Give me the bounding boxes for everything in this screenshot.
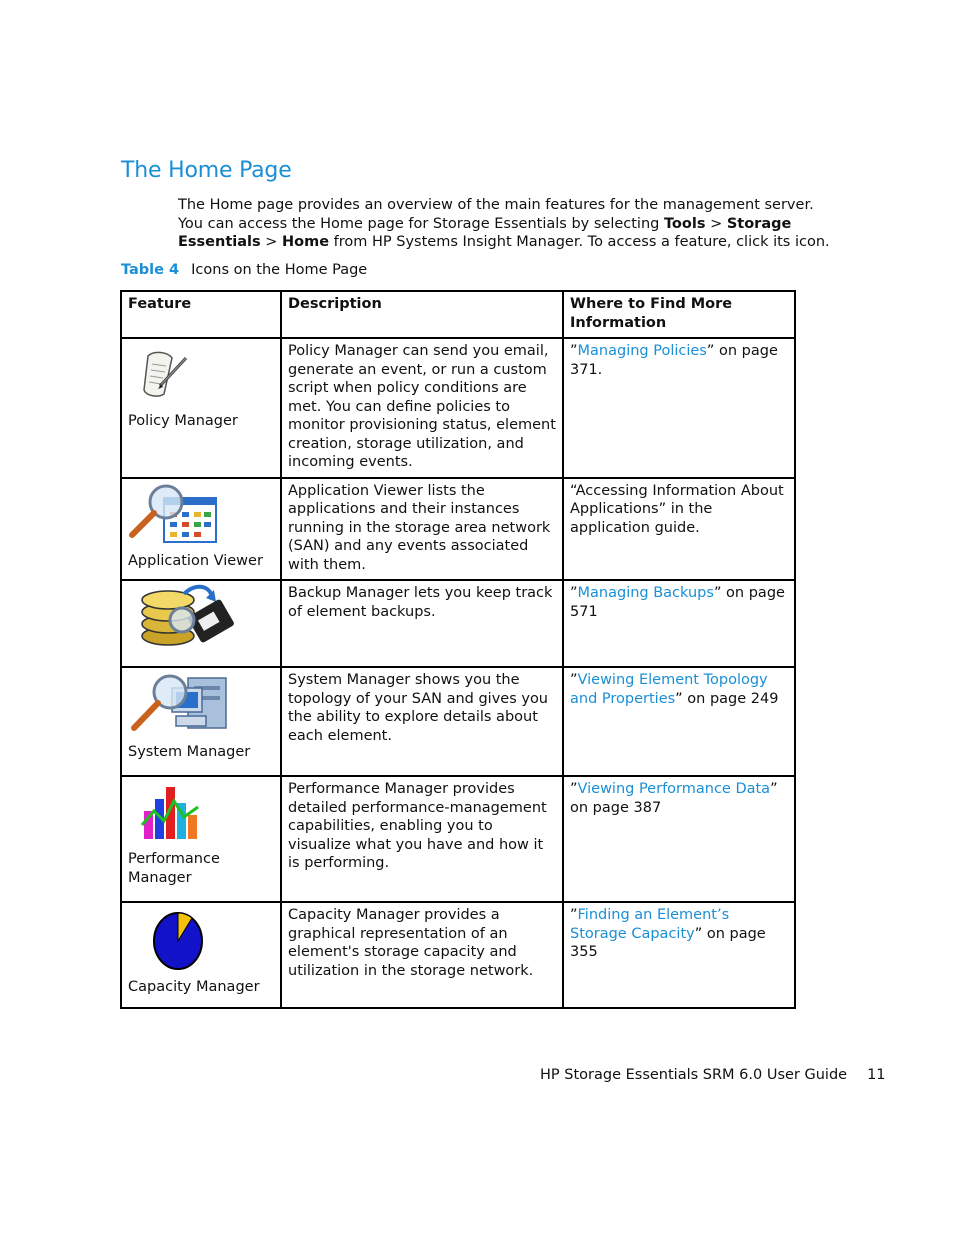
scroll-pen-icon[interactable] [138, 346, 194, 408]
table-number: Table 4 [121, 262, 180, 278]
reference-cell: ”Finding an Element’s Storage Capacity” on page 355 [563, 902, 795, 1008]
table-title: Icons on the Home Page [191, 262, 368, 278]
reference-cell: ”Viewing Performance Data” on page 387 [563, 776, 795, 902]
table-row [121, 580, 795, 667]
page-title: The Home Page [121, 158, 292, 183]
link-finding-capacity[interactable]: Finding an Element’s Storage Capacity [570, 907, 730, 942]
table-row [121, 902, 795, 1008]
table-row [121, 338, 795, 478]
link-managing-backups[interactable]: Managing Backups [577, 585, 714, 601]
link-viewing-performance[interactable]: Viewing Performance Data [577, 781, 771, 797]
feature-name: System Manager [128, 744, 251, 760]
header-more-info: Where to Find More Information [563, 291, 795, 338]
menu-home: Home [282, 234, 330, 250]
feature-name: Performance Manager [128, 851, 220, 886]
feature-cell [121, 667, 281, 776]
table-row [121, 478, 795, 581]
reference-cell: “Accessing Information About Applications” in the application guide. [563, 478, 795, 581]
menu-tools: Tools [663, 215, 706, 232]
bar-chart-icon[interactable] [140, 781, 202, 849]
description-cell: Application Viewer lists the applications and their instances running in the storage area network (SAN) and any events associated with them. [281, 478, 563, 581]
table-header-row [121, 291, 795, 338]
feature-cell [121, 902, 281, 1008]
disk-tape-backup-icon[interactable] [136, 584, 236, 660]
magnifier-window-icon[interactable] [128, 480, 220, 554]
feature-name: Policy Manager [128, 413, 238, 429]
reference-cell: ”Viewing Element Topology and Properties” on page 249 [563, 667, 795, 776]
link-managing-policies[interactable]: Managing Policies [577, 343, 707, 359]
description-cell: Backup Manager lets you keep track of element backups. [281, 580, 563, 667]
feature-name: Capacity Manager [128, 979, 260, 995]
feature-cell [121, 338, 281, 478]
feature-cell [121, 580, 281, 667]
page-footer [540, 1067, 886, 1083]
table-row [121, 667, 795, 776]
intro-paragraph: The Home page provides an overview of the main features for the management server. You can access the Home page for Storage Essentials by selecting Tools > Storage Essentials > Home from HP Systems Insight Manager. To access a feature, click its icon. [178, 197, 830, 250]
description-cell: System Manager shows you the topology of your SAN and gives you the ability to explore details about each element. [281, 667, 563, 776]
feature-cell [121, 478, 281, 581]
pie-chart-icon[interactable] [150, 907, 206, 977]
magnifier-computer-icon[interactable] [128, 670, 228, 744]
icons-table [120, 290, 796, 1009]
reference-cell: ”Managing Backups” on page 571 [563, 580, 795, 667]
header-feature: Feature [121, 291, 281, 338]
description-cell: Policy Manager can send you email, generate an event, or run a custom script when policy conditions are met. You can define policies to monitor provisioning status, element creation, storage utilization, and incoming events. [281, 338, 563, 478]
feature-name: Application Viewer [128, 552, 263, 569]
header-description: Description [281, 291, 563, 338]
footer-page-number: 11 [867, 1067, 886, 1083]
footer-guide-title: HP Storage Essentials SRM 6.0 User Guide [540, 1067, 848, 1083]
menu-storage-essentials: Storage Essentials [178, 215, 792, 250]
table-caption [121, 262, 367, 278]
description-cell: Capacity Manager provides a graphical representation of an element's storage capacity and utilization in the storage network. [281, 902, 563, 1008]
feature-cell [121, 776, 281, 902]
table-row [121, 776, 795, 902]
reference-cell: ”Managing Policies” on page 371. [563, 338, 795, 478]
link-viewing-topology[interactable]: Viewing Element Topology and Properties [570, 672, 768, 707]
description-cell: Performance Manager provides detailed performance-management capabilities, enabling you to visualize what you have and how it is performing. [281, 776, 563, 902]
